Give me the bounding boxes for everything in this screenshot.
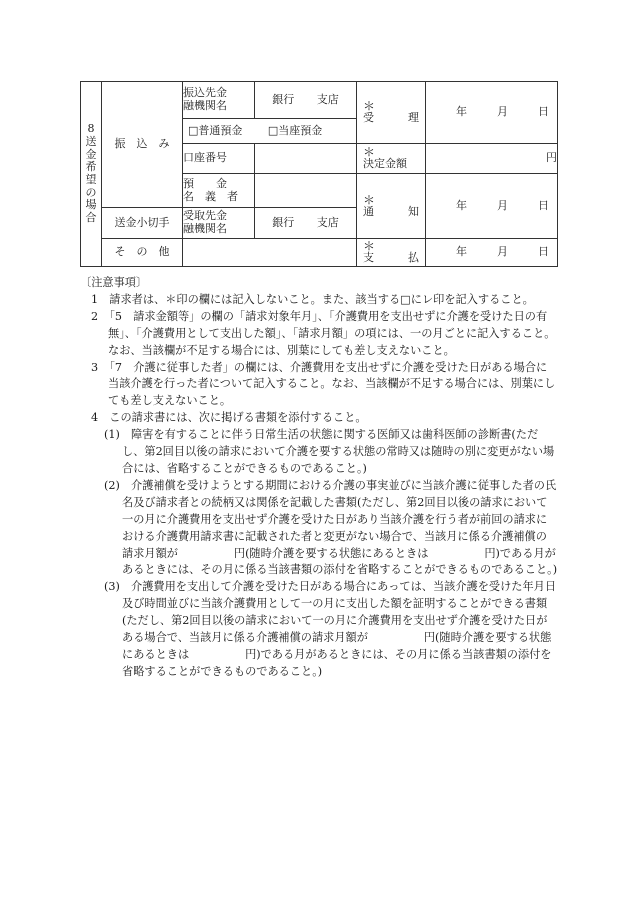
label-text: 決定金額: [363, 157, 407, 171]
label-char: 受: [363, 111, 374, 125]
star-mark: ＊: [363, 99, 376, 114]
kogitte-label: 送金小切手: [102, 208, 183, 239]
notice-mark-label: [357, 174, 426, 239]
branch-suffix: 支店: [316, 215, 339, 229]
receipt-mark-label: [357, 82, 426, 144]
label-char: 理: [408, 111, 419, 125]
other-field[interactable]: [183, 239, 357, 267]
notes-section: [80, 275, 558, 681]
checkbox-current-deposit[interactable]: □当座預金: [267, 123, 323, 137]
day-unit: 日: [538, 105, 549, 119]
section-number: 8: [87, 122, 95, 136]
label-char: 通: [363, 204, 374, 218]
label-line: 融機関名: [183, 222, 227, 235]
payment-date-field[interactable]: [426, 239, 558, 267]
label-char: 支: [363, 251, 374, 265]
note-item-1: 1 請求者は、＊印の欄には記入しないこと。また、該当する□にレ印を記入すること。: [91, 292, 534, 306]
label-char: 知: [408, 204, 419, 218]
receipt-date-field[interactable]: [426, 82, 558, 144]
month-unit: 月: [497, 245, 508, 259]
decision-amount-label: [357, 144, 426, 174]
label-line: 名 義 者: [183, 189, 238, 203]
label-line: 預 金: [183, 176, 227, 190]
notice-date-field[interactable]: [426, 174, 558, 239]
bank-suffix: 銀行: [272, 92, 295, 106]
note-subitem-3: (3) 介護費用を支出して介護を受けた日がある場合にあっては、当該介護を受けた年月日及び時間並びに当該介護費用として一の月に支出した額を証明することができる書類(ただし、第2回目以後の請求において一の月に介護費用を支出せず介護を受けた日がある場合で、当該月に係る介護補償の請求月額が 円(随時介護を要する状態にあるときは 円)である月があるときには、その月に係る当該書類の添付を省略することができるものであること。): [104, 580, 557, 678]
note-item-4: 4 この請求書には、次に掲げる書類を添付すること。: [91, 411, 367, 425]
note-subitem-1: (1) 障害を有することに伴う日常生活の状態に関する医師又は歯科医師の診断書(ただし、第2回目以後の請求において介護を要する状態の常時又は随時の別に変更がない場合には、省略することができるものであること。): [104, 428, 555, 475]
account-number-label: 口座番号: [183, 144, 255, 174]
kogitte-bank-label: [183, 208, 255, 239]
payment-mark-label: [357, 239, 426, 267]
month-unit: 月: [497, 198, 508, 212]
furikomi-bank-field[interactable]: [255, 82, 357, 119]
remittance-table: [80, 81, 558, 267]
branch-suffix: 支店: [316, 92, 339, 106]
furikomi-bank-label: [183, 82, 255, 119]
label-line: 振込先金: [183, 86, 227, 100]
star-mark: ＊: [363, 145, 376, 160]
section-title-char: 送: [85, 135, 97, 149]
account-type-row: [183, 119, 357, 144]
label-line: 受取先金: [183, 209, 227, 223]
notes-heading: 〔注意事項〕: [80, 276, 148, 289]
note-item-2: 2 「5 請求金額等」の欄の「請求対象年月」、「介護費用を支出せずに介護を受けた日の有無」、「介護費用として支出した額」、「請求月額」の項には、一の月ごとに記入すること。なお、当該欄が不足する場合には、別葉にしても差し支えないこと。: [91, 309, 556, 357]
label-char: 払: [408, 251, 419, 265]
month-unit: 月: [497, 105, 508, 119]
account-holder-field[interactable]: [255, 174, 357, 208]
star-mark: ＊: [363, 192, 376, 207]
note-item-3: 3 「7 介護に従事した者」の欄には、介護費用を支出せずに介護を受けた日がある場合に当該介護を行った者について記入すること。なお、当該欄が不足する場合には、別葉にしても差し支えないこと。: [91, 360, 556, 408]
day-unit: 日: [538, 198, 549, 212]
section-title-char: の: [85, 185, 97, 199]
year-unit: 年: [456, 245, 467, 259]
year-unit: 年: [456, 105, 467, 119]
section-title-char: 合: [85, 210, 97, 224]
checkbox-ordinary-deposit[interactable]: □普通預金: [188, 123, 243, 137]
other-label: そ の 他: [102, 239, 183, 267]
account-holder-label: [183, 174, 255, 208]
account-number-field[interactable]: [255, 144, 357, 174]
section-8-title: [81, 82, 102, 267]
section-title-char: 金: [85, 147, 97, 161]
decision-amount-field[interactable]: [426, 144, 558, 174]
note-subitem-2: (2) 介護補償を受けようとする期間における介護の事実並びに当該介護に従事した者の氏名及び請求者との続柄又は関係を記載した書類(ただし、第2回目以後の請求において一の月に介護費用を支出せず介護を受けた日があり当該介護を行う者が前回の請求における介護費用請求書に記載された者と変更がない場合で、当該月に係る介護補償の請求月額が 円(随時介護を要する状態にあるときは 円)である月があるときには、その月に係る当該書類の添付を省略することができるものであること。): [104, 478, 558, 577]
label-line: 融機関名: [183, 99, 227, 112]
furikomi-label: 振 込 み: [102, 82, 183, 208]
section-title-char: 希: [85, 160, 97, 174]
section-title-char: 場: [85, 198, 97, 212]
section-title-char: 望: [85, 173, 97, 186]
star-mark: ＊: [363, 239, 376, 254]
bank-suffix: 銀行: [272, 215, 295, 229]
kogitte-bank-field[interactable]: [255, 208, 357, 239]
yen-unit: 円: [546, 151, 557, 165]
day-unit: 日: [538, 245, 549, 259]
year-unit: 年: [456, 198, 467, 212]
